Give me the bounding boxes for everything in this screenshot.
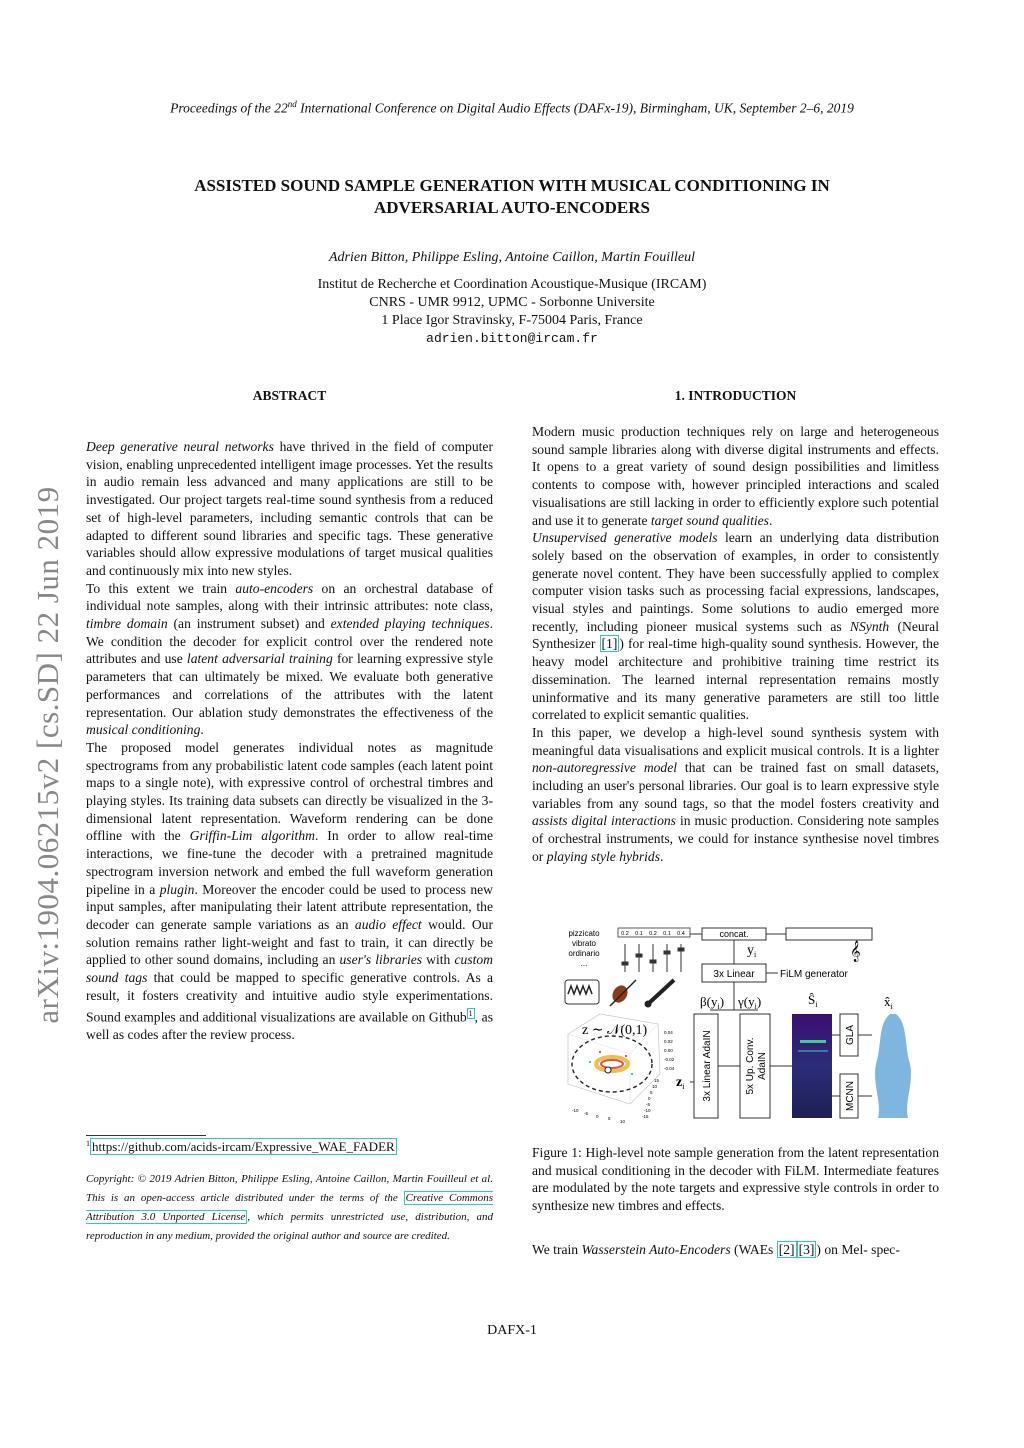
tag-ordinario: ordinario <box>568 949 600 958</box>
y-label: $y_i$ <box>747 943 757 959</box>
paper-title <box>60 175 964 219</box>
svg-text:5: 5 <box>608 1116 611 1121</box>
license-link[interactable]: Creative Commons Attribution 3.0 Unported License <box>86 1192 493 1223</box>
mcnn-label: MCNN <box>845 1081 856 1111</box>
svg-text:0.4: 0.4 <box>677 931 685 937</box>
author-email[interactable]: adrien.bitton@ircam.fr <box>426 331 598 346</box>
svg-text:10: 10 <box>652 1084 658 1089</box>
svg-text:-0.02: -0.02 <box>664 1057 675 1062</box>
abstract-paragraph: Deep generative neural networks have thrived in the field of computer vision, enabling unprecedented intelligent image processes. Yet the results in audio remain less advanced and many applications are still to be investigated. Our project targets real-time sound synthesis from a reduced set of high-level parameters, including semantic controls that can be adapted to different sound libraries and specific tags. These generative variables should allow expressive modulations of target musical qualities and continuously mix into new styles. <box>86 439 493 578</box>
svg-text:0.2: 0.2 <box>621 931 629 937</box>
abstract-heading: ABSTRACT <box>252 388 327 403</box>
svg-text:-15: -15 <box>642 1114 649 1119</box>
citation-link[interactable]: [3] <box>798 1242 815 1257</box>
affiliation-line-2: CNRS - UMR 9912, UPMC - Sorbonne Universite <box>369 295 655 310</box>
note-onehot-box <box>786 928 872 940</box>
z-i-label: $z_i$ <box>676 1075 685 1091</box>
introduction-heading: 1. INTRODUCTION <box>674 388 797 403</box>
film-label: FiLM generator <box>780 969 848 980</box>
title-line-1: ASSISTED SOUND SAMPLE GENERATION WITH MUSICAL CONDITIONING IN <box>194 176 830 195</box>
svg-text:0.1: 0.1 <box>635 931 643 937</box>
spectrogram-image <box>792 1014 832 1118</box>
affiliation <box>0 276 1024 348</box>
linear-label: 3x Linear <box>713 969 755 980</box>
svg-text:15: 15 <box>654 1078 660 1083</box>
violin-icon <box>609 980 636 1006</box>
intro-paragraph: Unsupervised generative models learn an underlying data distribution solely based on the observation of examples, in order to consistently generate novel content. They have been successfully applied to complex computer vision tasks such as processing facial expressions, landscapes, visual styles and paintings. Some solutions to audio emerged more recently, including pioneer musical systems such as NSynth (Neural Synthesizer [1] ) for real-time high-quality sound synthesis. However, the heavy model architecture and prohibitive training time restrict its dissemination. The learned internal representation remains mostly uninformative and its many generative parameters are still too little correlated to explicit semantic qualities. <box>532 530 939 723</box>
introduction-body <box>532 423 939 866</box>
s-hat-label: $Ŝ_i$ <box>808 992 818 1009</box>
x-hat-label: $x̂_i$ <box>884 994 893 1011</box>
style-sliders <box>622 944 684 972</box>
tag-ellipsis: ... <box>580 959 588 968</box>
body-continuation: We train Wasserstein Auto-Encoders (WAEs [2] [3] ) on Mel- spec- <box>532 1242 900 1257</box>
gamma-label: $\gamma(y_i)$ <box>738 994 762 1011</box>
github-link[interactable]: https://github.com/acids-ircam/Expressive_WAE_FADER <box>92 1139 395 1155</box>
svg-text:5: 5 <box>650 1090 653 1095</box>
upconv-label: 5x Up. Conv. <box>745 1037 756 1095</box>
footnote-ref-link[interactable]: 1 <box>468 1008 473 1018</box>
abstract-body <box>86 438 493 1043</box>
affiliation-line-1: Institut de Recherche et Coordination Acoustique-Musique (IRCAM) <box>317 277 707 292</box>
intro-paragraph: In this paper, we develop a high-level sound synthesis system with meaningful data visualisations and explicit musical controls. It is a lighter non-autoregressive model that can be trained fast on small datasets, including an user's personal libraries. Our goal is to learn expressive style variables from any sound tags, so that the model fosters creativity and assists digital interactions in music production. Considering note samples of orchestral instruments, we could for instance synthesise novel timbres or playing style hybrids. <box>532 724 939 864</box>
figure-1-diagram <box>560 924 940 1124</box>
svg-text:0: 0 <box>648 1096 651 1101</box>
title-line-2: ADVERSARIAL AUTO-ENCODERS <box>374 198 650 217</box>
linear-adain-label: 3x Linear AdaIN <box>702 1030 713 1102</box>
adain-label: AdaIN <box>757 1052 768 1080</box>
conference-header: Proceedings of the 22nd International Conference on Digital Audio Effects (DAFx-19), Birmingham, UK, September 2–6, 2019 <box>170 99 854 116</box>
svg-text:0.1: 0.1 <box>663 931 671 937</box>
footnote-rule <box>86 1135 206 1136</box>
svg-text:0: 0 <box>596 1114 599 1119</box>
svg-text:-0.04: -0.04 <box>664 1066 675 1071</box>
page-number: DAFX-1 <box>487 1323 537 1338</box>
svg-text:-5: -5 <box>646 1102 651 1107</box>
style-value-row <box>618 928 690 937</box>
svg-text:0.02: 0.02 <box>664 1039 673 1044</box>
svg-text:10: 10 <box>620 1119 626 1124</box>
abstract-paragraph: To this extent we train auto-encoders on an orchestral database of individual note samples, along with their intrinsic attributes: note class, timbre domain (an instrument subset) and extended playing techniques. We condition the decoder for explicit control over the rendered note attributes and use latent adversarial training for learning expressive style parameters that can ultimately be mixed. We evaluate both generative performances and correlations of the attributes with the latent representation. Our ablation study demonstrates the effectiveness of the musical conditioning. <box>86 580 493 738</box>
concat-label: concat. <box>719 929 749 939</box>
abstract-paragraph: The proposed model generates individual notes as magnitude spectrograms from any probabilistic latent code samples (each latent point maps to a single note), with expressive control of orchestral timbres and playing styles. Its training data subsets can directly be visualized in the 3-dimensional latent representation. Waveform rendering can be done offline with the Griffin-Lim algorithm. In order to allow real-time interactions, we fine-tune the decoder with a pretrained magnitude spectrogram inversion network and embed the full waveform generation pipeline in a plugin. Moreover the encoder could be used to process new input samples, after manipulating their latent attribute representation, the decoder can generate sample variations as an audio effect would. Our solution remains rather light-weight and fast to train, it can directly be applied to other sound domains, including an user's libraries with custom sound tags that could be mapped to specific generative controls. As a result, it fosters creativity and intuitive audio style experimentations. Sound examples and additional visualizations are available on Github $^1$ , as well as codes after the review process. <box>86 739 494 1042</box>
footnote: $^1$ https://github.com/acids-ircam/Expressive_WAE_FADER <box>86 1139 395 1155</box>
beta-label: $\beta(y_i)$ <box>700 994 725 1011</box>
output-waveform <box>875 1014 911 1118</box>
svg-text:0.04: 0.04 <box>664 1030 673 1035</box>
spectrogram-band <box>800 1040 826 1043</box>
svg-text:-5: -5 <box>584 1111 589 1116</box>
clarinet-icon <box>645 980 675 1008</box>
svg-text:-10: -10 <box>644 1108 651 1113</box>
tag-vibrato: vibrato <box>571 939 597 948</box>
gla-label: GLA <box>845 1024 856 1046</box>
citation-link[interactable]: [1] <box>601 636 618 652</box>
tag-pizzicato: pizzicato <box>568 929 600 938</box>
affiliation-line-3: 1 Place Igor Stravinsky, F-75004 Paris, France <box>381 313 643 328</box>
author-list: Adrien Bitton, Philippe Esling, Antoine Caillon, Martin Fouilleul <box>328 250 696 265</box>
spectrogram-band <box>798 1050 828 1052</box>
intro-paragraph: Modern music production techniques rely on large and heterogeneous sound sample libraries along with diverse digital instruments and effects. It opens to a great variety of sound design possibilities and limitless contents to compose with, however principled interactions and scaled visualisations are still lacking in order to efficiently explore such potential and use it to generate target sound qualities. <box>532 424 939 528</box>
citation-link[interactable]: [2] <box>778 1242 795 1257</box>
svg-text:0.2: 0.2 <box>649 931 657 937</box>
figure-caption: Figure 1: High-level note sample generation from the latent representation and musical conditioning in the decoder with FiLM. Intermediate features are modulated by the note targets and expressive style controls in order to synthesize new timbres and effects. <box>532 1145 939 1214</box>
z-prior-label: z ∼ 𝒩(0,1) <box>582 1023 648 1038</box>
waveform-icon <box>565 980 599 1004</box>
svg-text:-10: -10 <box>572 1108 579 1113</box>
arxiv-id-text: arXiv:1904.06215v2 [cs.SD] 22 Jun 2019 <box>30 486 65 1024</box>
svg-text:0.00: 0.00 <box>664 1048 673 1053</box>
music-note-icon: 𝄞 <box>850 941 861 961</box>
copyright-notice: Copyright: © 2019 Adrien Bitton, Philippe Esling, Antoine Caillon, Martin Fouilleul et al. This is an open-access article distributed under the terms of the Creative Commons Attribution 3.0 Unported License , which permits unrestricted use, distribution, and reproduction in any medium, provided the original author and source are credited. <box>86 1173 494 1242</box>
